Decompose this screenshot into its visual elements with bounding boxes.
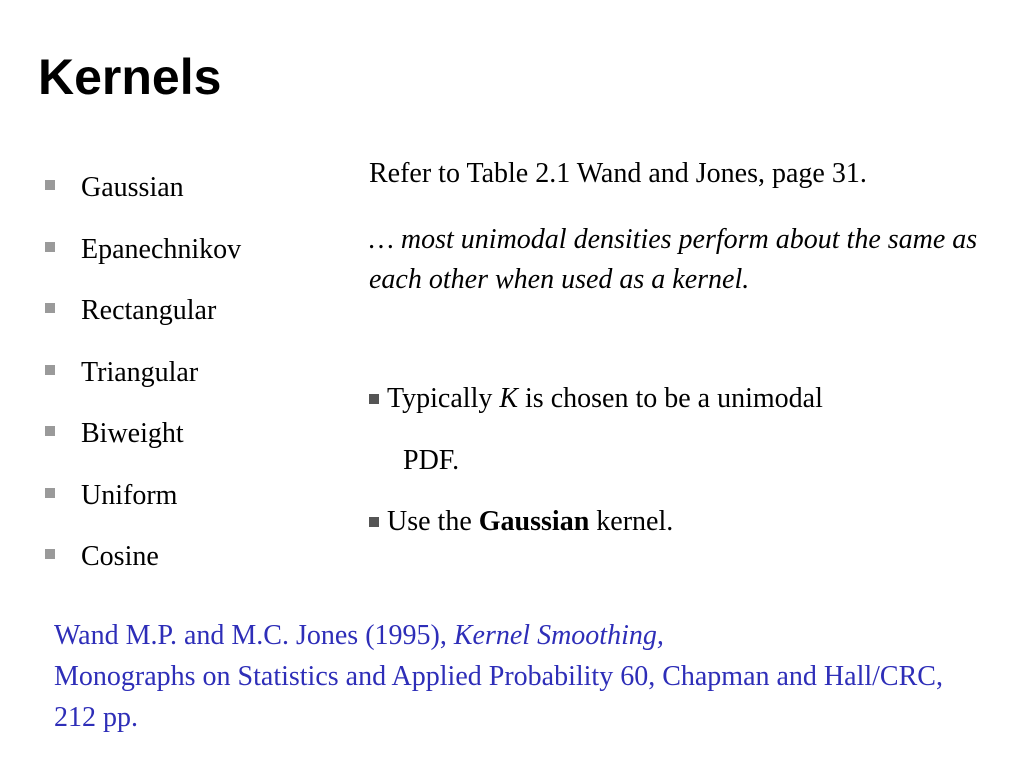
- kernel-label: Gaussian: [81, 172, 184, 203]
- square-bullet-icon: [45, 365, 55, 375]
- square-bullet-icon: [369, 517, 379, 527]
- citation-publication: Monographs on Statistics and Applied Probability 60, Chapman and Hall/CRC, 212 pp.: [54, 661, 943, 733]
- bullet-text-after: kernel.: [589, 506, 674, 537]
- bullet-use-gaussian: [369, 505, 673, 539]
- list-item: [45, 479, 241, 541]
- slide-title: Kernels: [38, 49, 222, 105]
- list-item: [45, 540, 241, 602]
- variable-k: K: [499, 383, 519, 414]
- kernel-list: [45, 171, 241, 602]
- citation-book-title: Kernel Smoothing,: [453, 620, 664, 651]
- square-bullet-icon: [45, 488, 55, 498]
- bullet-text-before: Typically: [387, 383, 500, 414]
- square-bullet-icon: [45, 180, 55, 190]
- bullet-text-after: is chosen to be a unimodal: [518, 383, 823, 414]
- square-bullet-icon: [45, 549, 55, 559]
- kernel-label: Triangular: [81, 356, 199, 388]
- bullet-text-before: Use the: [387, 506, 479, 537]
- square-bullet-icon: [45, 242, 55, 252]
- kernel-label: Uniform: [81, 479, 178, 511]
- citation-authors: Wand M.P. and M.C. Jones (1995),: [54, 620, 454, 651]
- bold-gaussian: Gaussian: [478, 506, 590, 537]
- kernel-label: Epanechnikov: [81, 233, 242, 265]
- list-item: [45, 233, 241, 295]
- kernel-label: Rectangular: [81, 295, 217, 326]
- kernel-label: Cosine: [81, 541, 159, 572]
- square-bullet-icon: [45, 426, 55, 436]
- quote-text: … most unimodal densities perform about the same as each other when used as a kernel.: [369, 224, 978, 295]
- list-item: [45, 356, 241, 418]
- list-item: [45, 417, 241, 479]
- list-item: [45, 171, 241, 233]
- bullet-typically: [369, 382, 823, 416]
- kernel-label: Biweight: [81, 418, 184, 449]
- square-bullet-icon: [45, 303, 55, 313]
- citation: [54, 615, 954, 738]
- bullet-continuation: PDF.: [403, 445, 460, 476]
- list-item: [45, 294, 241, 356]
- reference-line: Refer to Table 2.1 Wand and Jones, page 31.: [369, 158, 867, 189]
- square-bullet-icon: [369, 394, 379, 404]
